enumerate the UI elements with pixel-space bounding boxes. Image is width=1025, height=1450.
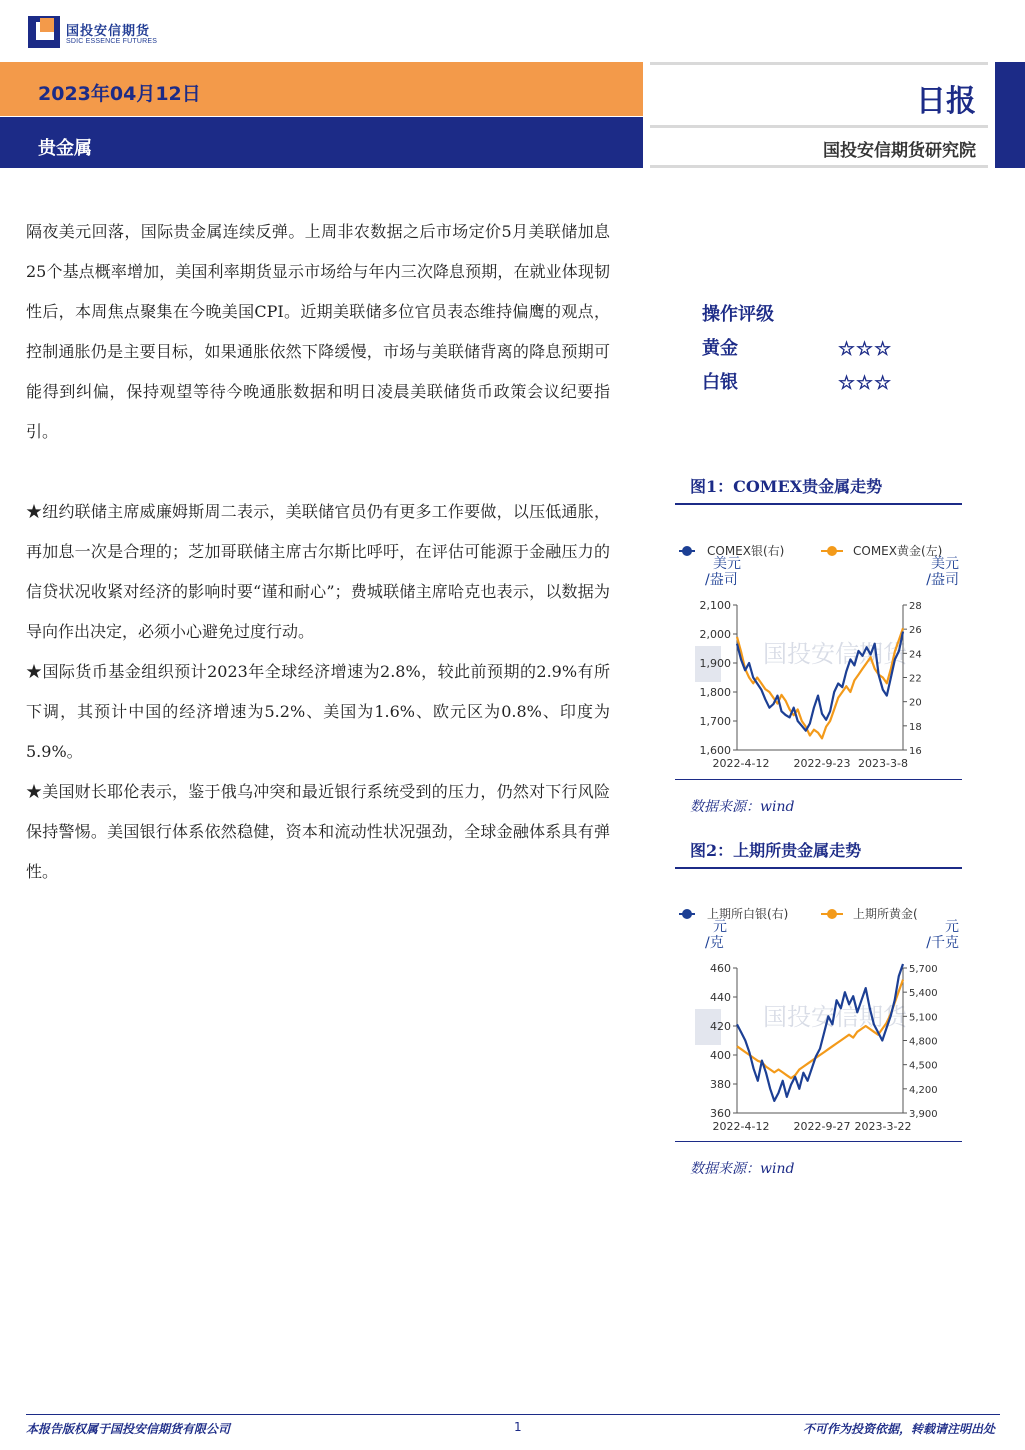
left-tick-label: 1,700 [699,715,731,728]
left-tick-label: 1,800 [699,686,731,699]
right-tick-label: 22 [909,673,922,685]
legend-label: COMEX银(右) [707,544,785,558]
figure-2-title: 图2：上期所贵金属走势 [690,841,862,860]
report-type: 日报 [916,84,976,119]
left-tick-label: 360 [710,1107,731,1120]
left-tick-label: 2,100 [699,599,731,612]
footer-rule [26,1414,1000,1415]
right-tick-label: 5,100 [909,1012,938,1024]
footer-copyright: 本报告版权属于国投安信期货有限公司 [26,1422,231,1436]
rating-title: 操作评级 [702,304,774,325]
right-tick-label: 5,400 [909,988,938,1000]
paragraph: 隔夜美元回落，国际贵金属连续反弹。上周非农数据之后市场定价5月美联储加息25个基点概率增加，美国利率期货显示市场给与年内三次降息预期，在就业体现韧性后，本周焦点聚集在今晚美国CPI。近期美联储多位官员表态维持偏鹰的观点，控制通胀仍是主要目标，如果通胀依然下降缓慢，市场与美联储背离的降息预期可能得到纠偏，保持观望等待今晚通胀数据和明日凌晨美联储货币政策会议纪要指引。 [26,222,610,441]
rating-row-gold [702,334,932,368]
figure-rule [675,779,962,780]
left-tick-label: 420 [710,1020,731,1033]
page-number: 1 [514,1420,522,1434]
figure-2-source: 数据来源：wind [690,1161,795,1177]
legend-label: 上期所黄金( [853,907,918,921]
left-axis-unit: /盎司 [705,572,738,588]
report-sector: 贵金属 [38,138,92,159]
logo-subtext: SDIC ESSENCE FUTURES [66,38,158,45]
company-logo [28,16,168,52]
paragraph: ★美国财长耶伦表示，鉴于俄乌冲突和最近银行系统受到的压力，仍然对下行风险保持警惕。美国银行体系依然稳健，资本和流动性状况强劲，全球金融体系具有弹性。 [26,782,610,881]
figure-rule [675,867,962,869]
x-tick-label: 2022-9-27 [793,1120,851,1133]
shfe-chart [675,893,965,1143]
right-axis-unit: 美元 [931,556,959,572]
figure-1-source: 数据来源：wind [690,799,795,815]
header-divider [650,125,988,128]
x-tick-label: 2022-4-12 [712,757,770,770]
right-tick-label: 5,700 [909,964,938,975]
legend-marker-icon [682,909,692,919]
right-tick-label: 4,500 [909,1060,938,1072]
right-tick-label: 16 [909,746,922,757]
logo-mark-icon [28,16,60,48]
report-body [26,212,610,892]
rating-item-name: 白银 [702,372,738,393]
operation-rating [702,300,932,402]
report-date: 2023年04月12日 [38,83,201,105]
left-axis-unit: 美元 [713,556,741,572]
x-tick-label: 2023-3-22 [854,1120,912,1133]
paragraph: ★国际货币基金组织预计2023年全球经济增速为2.8%，较此前预期的2.9%有所下调，其预计中国的经济增速为5.2%、美国为1.6%、欧元区为0.8%、印度为5.9%。 [26,662,610,761]
sector-banner [0,117,643,168]
legend-label: COMEX黄金(左) [853,544,943,558]
x-tick-label: 2023-3-8 [858,757,908,770]
legend-marker-icon [827,546,837,556]
right-tick-label: 28 [909,601,922,612]
figure-1-title: 图1：COMEX贵金属走势 [690,477,883,496]
rating-row-silver [702,368,932,402]
legend-marker-icon [682,546,692,556]
rating-item-name: 黄金 [702,338,738,359]
right-tick-label: 24 [909,649,922,661]
left-tick-label: 1,900 [699,657,731,670]
figure-rule [675,503,962,505]
header-accent-strip [995,62,1025,168]
right-axis-unit: 元 [945,919,959,935]
right-tick-label: 4,800 [909,1036,938,1048]
x-tick-label: 2022-4-12 [712,1120,770,1133]
left-tick-label: 1,600 [699,744,731,757]
left-tick-label: 460 [710,962,731,975]
star-rating-icon: ☆☆☆ [838,338,893,360]
star-rating-icon: ☆☆☆ [838,372,893,394]
comex-chart [675,530,965,780]
logo-text: 国投安信期货 [66,24,151,39]
right-tick-label: 20 [909,697,922,709]
series-line [737,964,903,1101]
watermark-text: 国投安信期货 [763,640,907,668]
right-tick-label: 3,900 [909,1109,938,1120]
header-divider [650,165,988,168]
x-tick-label: 2022-9-23 [793,757,851,770]
right-tick-label: 26 [909,625,922,637]
legend-label: 上期所白银(右) [707,907,789,921]
footer-disclaimer: 不可作为投资依据，转载请注明出处 [802,1422,995,1436]
left-axis-unit: /克 [705,935,724,951]
right-axis-unit: /盎司 [926,572,959,588]
left-axis-unit: 元 [713,919,727,935]
figure-rule [675,1141,962,1142]
paragraph: ★纽约联储主席威廉姆斯周二表示，美联储官员仍有更多工作要做，以压低通胀，再加息一次是合理的；芝加哥联储主席古尔斯比呼吁，在评估可能源于金融压力的信贷状况收紧对经济的影响时要“谨和耐心”；费城联储主席哈克也表示，以数据为导向作出决定，必须小心避免过度行动。 [26,502,610,641]
left-tick-label: 2,000 [699,628,731,641]
watermark-text: 国投安信期货 [763,1003,907,1031]
header-divider [650,62,988,65]
left-tick-label: 400 [710,1049,731,1062]
right-axis-unit: /千克 [926,935,959,951]
right-tick-label: 4,200 [909,1084,938,1096]
report-header-right [650,62,988,168]
right-tick-label: 18 [909,721,922,733]
left-tick-label: 440 [710,991,731,1004]
institute-name: 国投安信期货研究院 [823,141,976,161]
legend-marker-icon [827,909,837,919]
left-tick-label: 380 [710,1078,731,1091]
